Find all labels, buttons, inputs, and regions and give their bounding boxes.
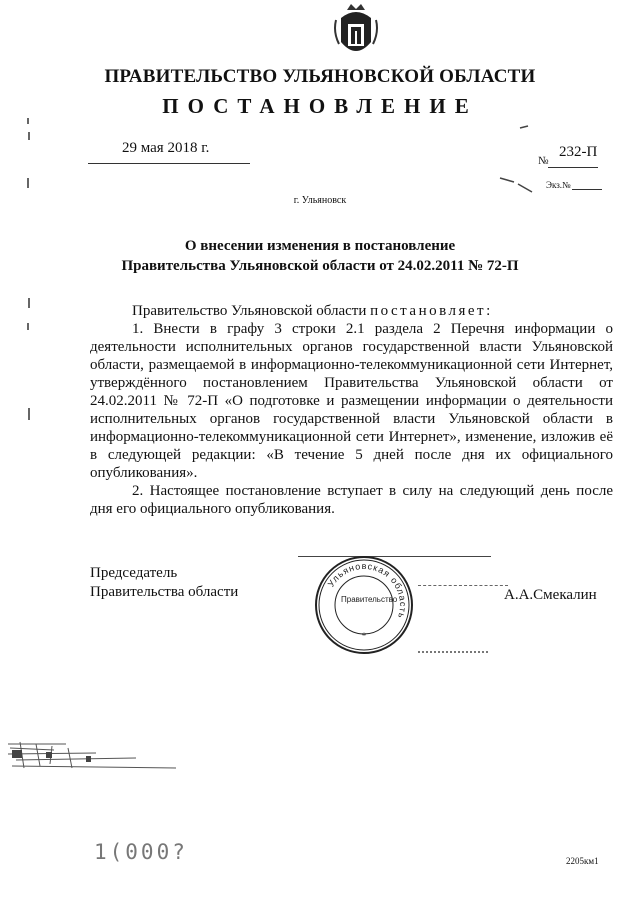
- number-sign: №: [538, 155, 549, 167]
- document-subject: [0, 236, 640, 276]
- copy-number-underline: [572, 189, 602, 190]
- official-stamp-icon: [312, 553, 416, 657]
- handwritten-registration-mark: 1(000?: [94, 840, 188, 864]
- signatory-name: А.А.Смекалин: [504, 587, 597, 603]
- scan-edge-marks: [26, 118, 34, 448]
- intro-paragraph: [90, 302, 613, 320]
- document-body: [90, 302, 613, 518]
- signatory-role-line-1: Председатель: [90, 565, 178, 581]
- date-underline: [88, 163, 250, 164]
- government-title: ПРАВИТЕЛЬСТВО УЛЬЯНОВСКОЙ ОБЛАСТИ: [104, 66, 536, 87]
- signatory-role-line-2: Правительства области: [90, 584, 239, 600]
- scan-noise-marks: [6, 738, 186, 772]
- svg-text:Ульяновская область: Ульяновская область: [325, 560, 409, 621]
- city-label: г. Ульяновск: [293, 195, 347, 206]
- subject-line-2: Правительства Ульяновской области от 24.02.2011 № 72-П: [121, 258, 519, 274]
- paragraph-1: 1. Внести в графу 3 строки 2.1 раздела 2 Перечня информации о деятельности исполнительных органов государственной власти Ульяновской области, размещаемой в информационно-телекоммуникационной сети Интернет, утверждённого постановлением Правительства Ульяновской области от 24.02.2011 № 72-П «О подготовке и размещении информации о деятельности исполнительных органов государственной власти Ульяновской области в информационно-телекоммуникационной сети Интернет», изменение, изложив её в следующей редакции: «В течение 5 дней после дня их официального опубликования».: [90, 321, 613, 481]
- coat-of-arms-icon: [333, 4, 379, 64]
- document-date: 29 мая 2018 г.: [122, 140, 210, 156]
- signature-dash-line: [418, 585, 508, 586]
- paragraph-2: 2. Настоящее постановление вступает в силу на следующий день после дня его официального опубликования.: [90, 483, 613, 517]
- copy-number-label: Экз.№: [546, 180, 571, 190]
- signatory-role: [90, 564, 238, 602]
- footer-code: 2205км1: [566, 856, 599, 866]
- scan-pen-strokes: [490, 122, 550, 202]
- document-type-title: ПОСТАНОВЛЕНИЕ: [162, 94, 478, 118]
- intro-decree-word: постановляет:: [370, 303, 493, 319]
- svg-text:*: *: [361, 631, 367, 641]
- document-number: 232-П: [559, 144, 598, 160]
- number-underline: [548, 167, 598, 168]
- subject-line-1: О внесении изменения в постановление: [184, 238, 456, 254]
- intro-prefix: Правительство Ульяновской области: [132, 303, 371, 319]
- stamp-center-text: Правительство: [341, 595, 398, 604]
- stamp-dotted-marks: [418, 651, 488, 653]
